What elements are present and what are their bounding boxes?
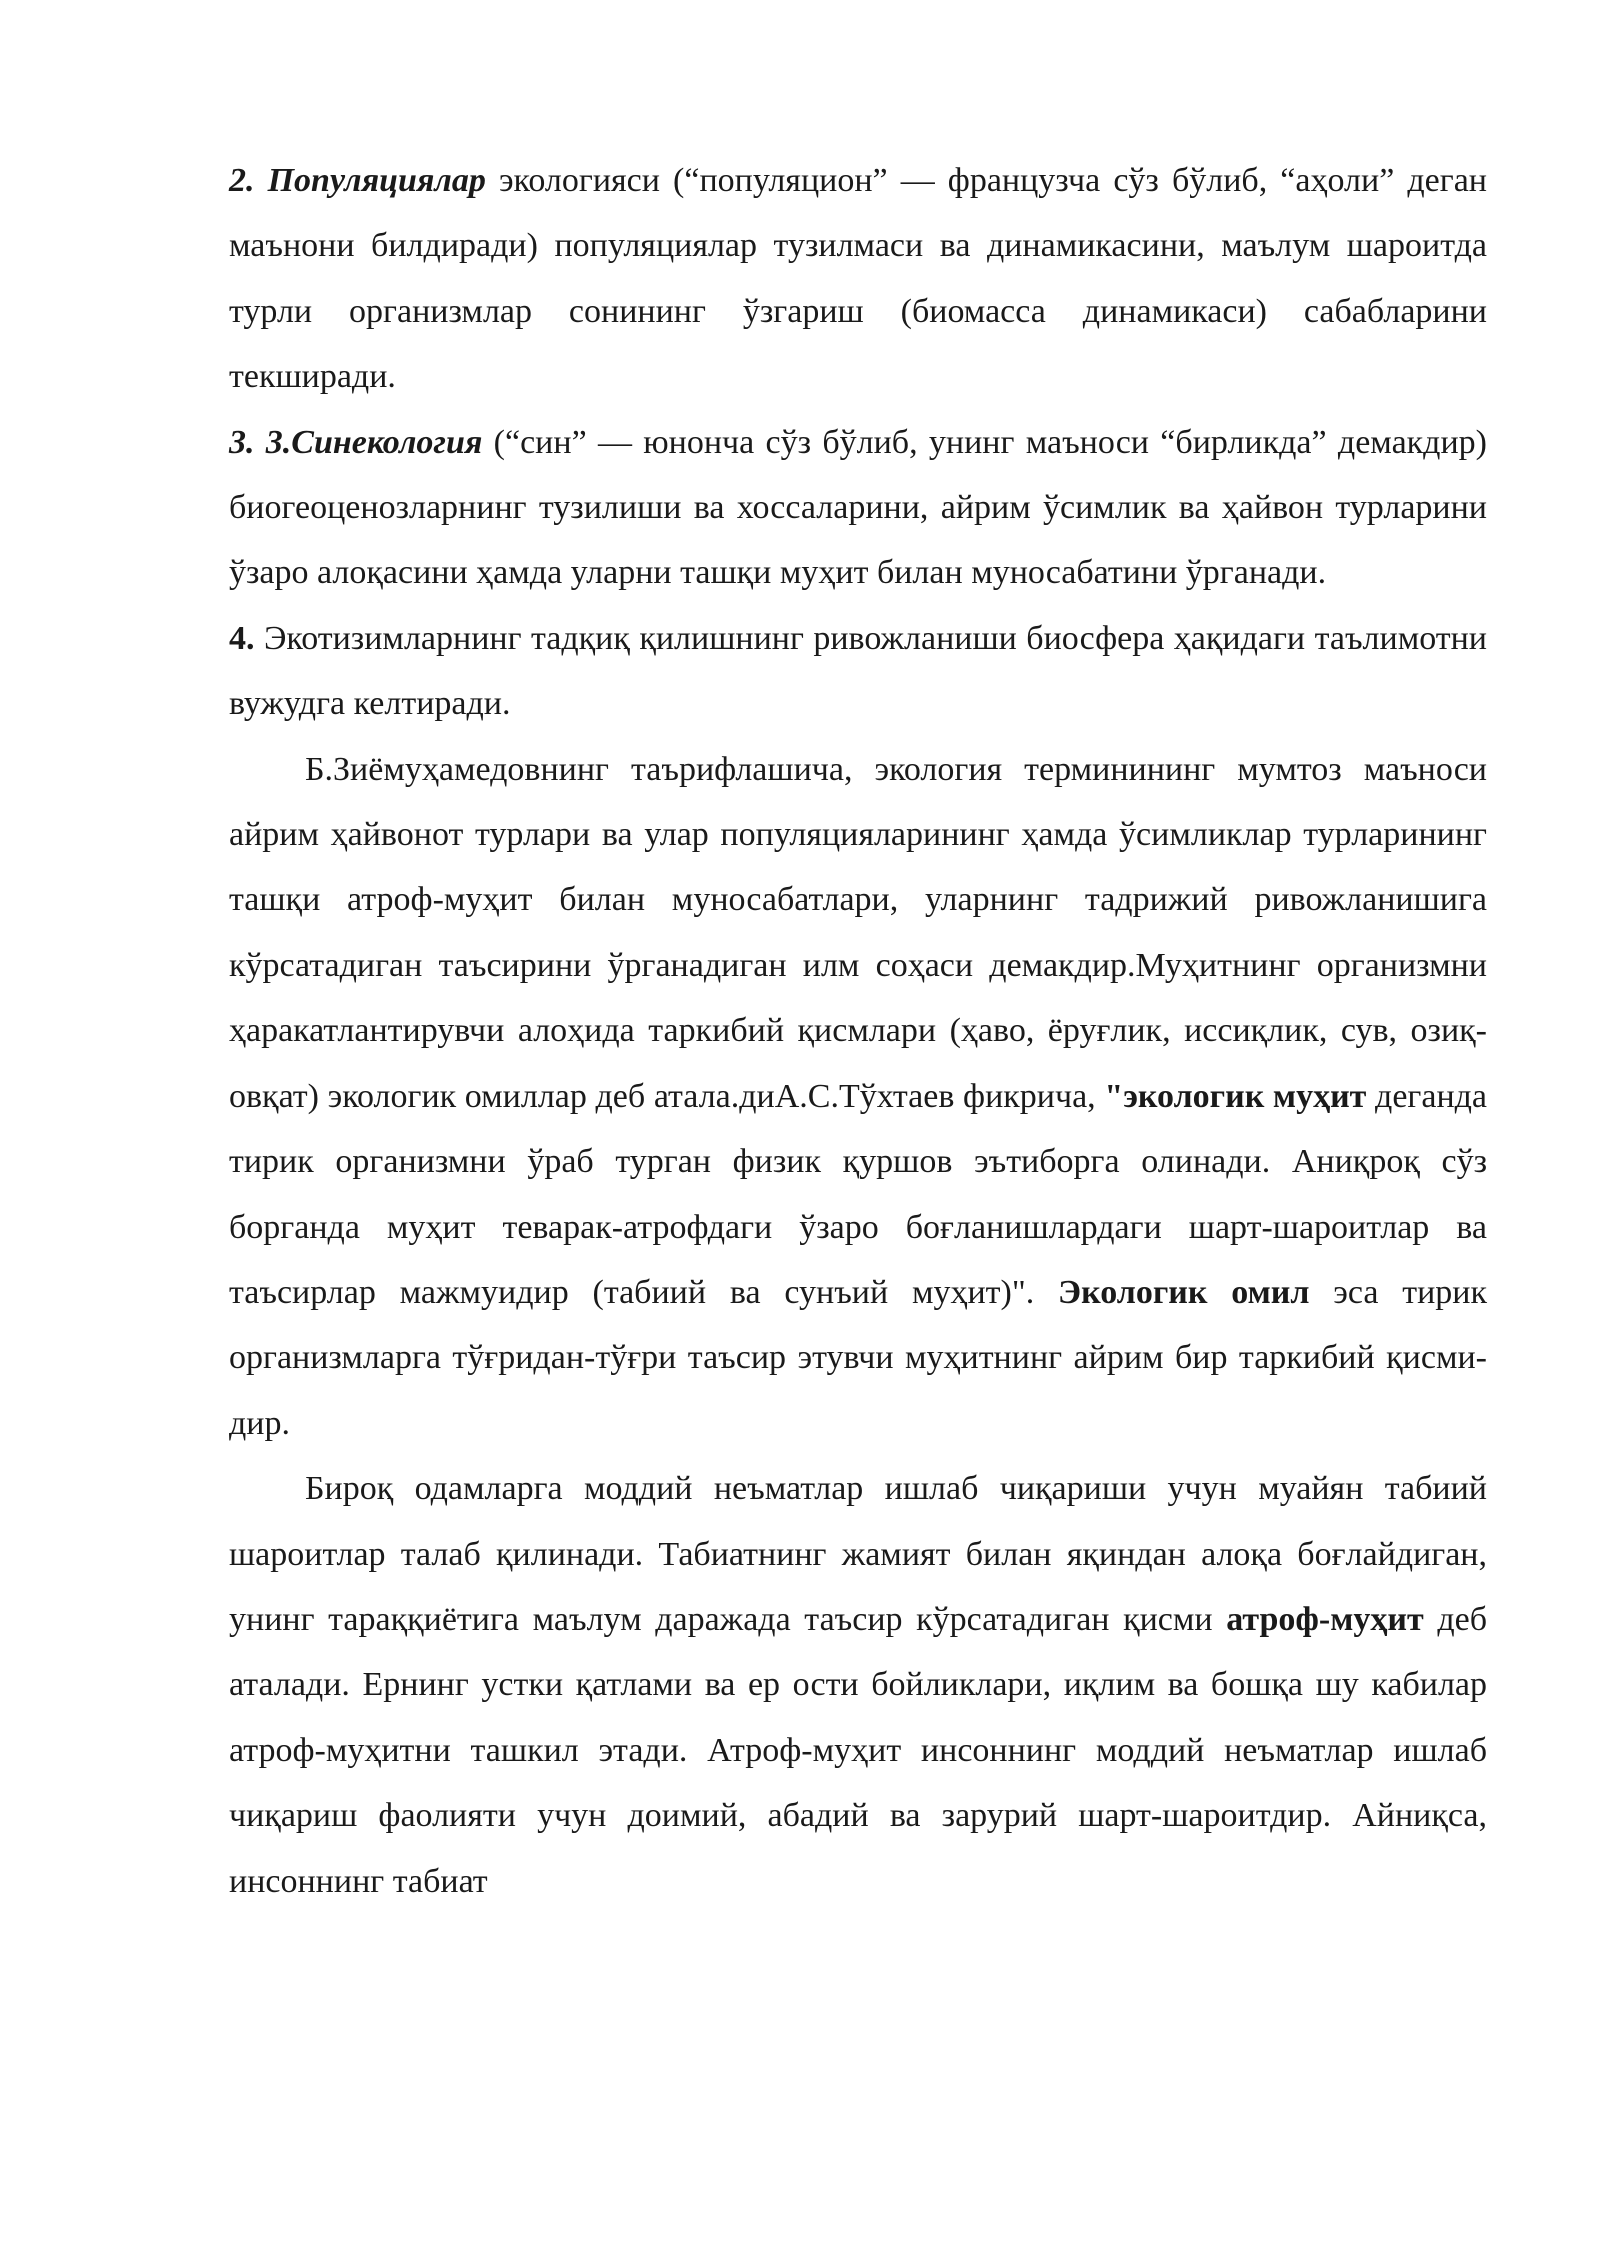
paragraph-environment — [229, 1456, 1487, 1914]
paragraph-text: деганда тирик организмни ўраб турган физик қуршов эътиборга олинади. Аниқроқ сўз борганда муҳит теварак-атрофдаги ўзаро боғланишлардаги шарт-шароитлар ва таъсирлар мажмуидир (табиий ва сунъий муҳит)". — [229, 1077, 1488, 1311]
paragraph-text: эса тирик организмларга тўғридан-тўғри таъсир этувчи муҳитнинг айрим бир таркибий қисми-дир. — [229, 1273, 1488, 1442]
bold-term: атроф-муҳит — [1226, 1600, 1424, 1638]
bold-term: "экологик муҳит — [1104, 1077, 1367, 1115]
list-item-populations — [229, 148, 1487, 410]
item-text: (“син” — юнонча сўз бўлиб, унинг маъноси “бирликда” демакдир) биогеоценозларнинг тузилиши ва хоссаларини, айрим ўсимлик ва ҳайвон турларини ўзаро алоқасини ҳамда уларни ташқи муҳит билан муносабатини ўрганади. — [229, 423, 1487, 592]
item-number: 2. — [229, 162, 255, 199]
list-item-synecology — [229, 410, 1487, 606]
paragraph-ecology-definition — [229, 737, 1487, 1456]
item-text: Экотизимларнинг тадқиқ қилишнинг ривожланиши биосфера ҳақидаги таълимотни вужудга келтиради. — [229, 619, 1488, 723]
bold-term: Экологик омил — [1058, 1273, 1310, 1311]
item-term: 3.Синекология — [265, 423, 483, 461]
paragraph-text: Б.Зиёмуҳамедовнинг таърифлашича, экология терминининг мумтоз маъноси айрим ҳайвонот турлари ва улар популяцияларининг ҳамда ўсимликлар турларининг ташқи атроф-муҳит билан муносабатлари, уларнинг тадрижий ривожланишига кўрсатадиган таъсирини ўрганадиган илм соҳаси демакдир.Муҳитнинг организмни ҳаракатлантирувчи алоҳида таркибий қисмлари (ҳаво, ёруғлик, иссиқлик, сув, озиқ-овқат) экологик омиллар деб атала.диА.С.Тўхтаев фикрича, — [229, 750, 1487, 1115]
item-term: Популяциялар — [267, 162, 486, 199]
list-item-ecosystems — [229, 606, 1487, 737]
paragraph-text: Бироқ одамларга моддий неъматлар ишлаб чиқариши учун муайян табиий шароитлар талаб қилинади. Табиатнинг жамият билан яқиндан алоқа боғлайдиган, унинг тараққиётига маълум даражада таъсир кўрсатадиган қисми — [229, 1470, 1487, 1638]
item-text: экологияси (“популяцион” — французча сўз бўлиб, “аҳоли” деган маънони билдиради) популяциялар тузилмаси ва динамикасини, маълум шароитда турли организмлар сонининг ўзгариш (биомасса динамикаси) сабабларини текширади. — [229, 162, 1488, 396]
paragraph-text: деб аталади. Ернинг устки қатлами ва ер ости бойликлари, иқлим ва бошқа шу кабилар атроф-муҳитни ташкил этади. Атроф-муҳит инсоннинг моддий неъматлар ишлаб чиқариш фаолияти учун доимий, абадий ва зарурий шарт-шароитдир. Айниқса, инсоннинг табиат — [229, 1600, 1488, 1900]
document-page — [229, 148, 1487, 1914]
item-number: 3. — [229, 423, 255, 461]
item-number: 4. — [229, 619, 255, 657]
